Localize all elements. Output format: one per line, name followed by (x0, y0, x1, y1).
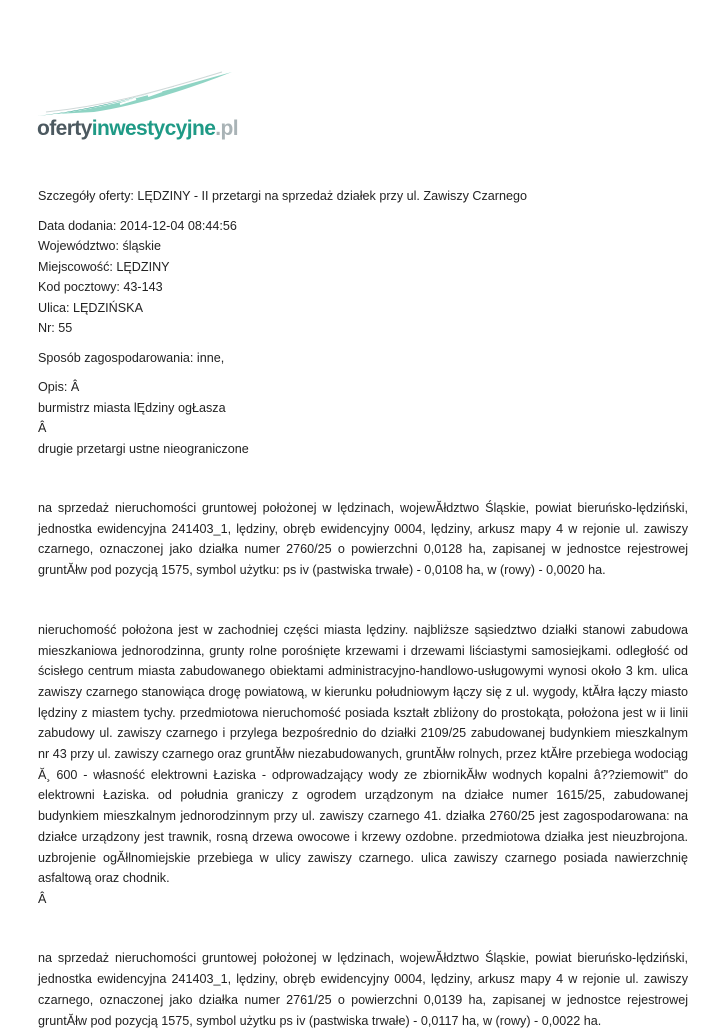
postal-code: Kod pocztowy: 43-143 (38, 280, 163, 294)
description-line: drugie przetargi ustne nieograniczone (38, 441, 249, 456)
road-swoosh-icon (36, 66, 236, 118)
logo-part-oferty: oferty (37, 117, 92, 140)
offer-title: Szczegóły oferty: LĘDZINY - II przetargi na sprzedaż działek przy ul. Zawiszy Czarnego (38, 189, 528, 203)
street: Ulica: LĘDZIŃSKA (38, 300, 143, 315)
description-line: burmistrz miasta lĘdziny ogŁasza (38, 400, 226, 415)
city: Miejscowość: LĘDZINY (38, 259, 170, 274)
paragraph-plot-2760: na sprzedaż nieruchomości gruntowej położonej w lędzinach, wojewĂłdztwo Śląskie, powiat bieruńsko-lędziński, jednostka ewidencyjna 241403_1, lędziny, obręb ewidencyjny 0004, lędziny, arkusz mapy 4 w rejonie ul. zawiszy czarnego, oznaczonej jako działka numer 2760/25 o powierzchni 0,0128 ha, zapisanej w jednostce rejestrowej gruntĂłw pod pozycją 1575, symbol użytku: ps iv (pastwiska trwałe) - 0,0108 ha, w (rowy) - 0,0020 ha. (38, 501, 688, 578)
logo-part-pl: .pl (215, 117, 238, 140)
usage-type: Sposób zagospodarowania: inne, (38, 350, 225, 365)
description-label: Opis: Â (38, 380, 80, 394)
voivodeship: Województwo: śląskie (38, 239, 161, 253)
logo-wordmark (37, 117, 238, 141)
offer-content (38, 186, 688, 1031)
logo-part-inwestycyjne: inwestycyjne (91, 117, 216, 140)
date-added: Data dodania: 2014-12-04 08:44:56 (38, 218, 237, 233)
paragraph-plot-2761: na sprzedaż nieruchomości gruntowej położonej w lędzinach, wojewĂłdztwo Śląskie, powiat bieruńsko-lędziński, jednostka ewidencyjna 241403_1, lędziny, obręb ewidencyjny 0004, lędziny, arkusz mapy 4 w rejonie ul. zawiszy czarnego, oznaczonej jako działka numer 2761/25 o powierzchni 0,0139 ha, zapisanej w jednostce rejestrowej gruntĂłw pod pozycją 1575, symbol użytku ps iv (pastwiska trwałe) - 0,0117 ha, w (rowy) - 0,0022 ha. (38, 951, 688, 1028)
description-line: Â (38, 421, 47, 435)
paragraph-location: nieruchomość położona jest w zachodniej części miasta lędziny. najbliższe sąsiedztwo działki stanowi zabudowa mieszkaniowa jednorodzinna, grunty rolne porośnięte krzewami i drzewami liściastymi samosiejkami. odległość od ścisłego centrum miasta zabudowanego obiektami administracyjno-handlowo-usługowymi wynosi około 3 km. ulica zawiszy czarnego stanowiąca drogę powiatową, w kierunku południowym łączy się z ul. wygody, ktĂłra łączy miasto lędziny z miastem tychy. przedmiotowa nieruchomość posiada kształt zbliżony do prostokąta, położona jest w ii linii zabudowy ul. zawiszy czarnego i przylega bezpośrednio do działki 2109/25 zabudowanej budynkiem mieszkalnym nr 43 przy ul. zawiszy czarnego oraz gruntĂłw niezabudowanych, gruntĂłw rolnych, przez ktĂłre przebiega wodociąg Ă¸ 600 - własność elektrowni Łaziska - odprowadzający wody ze zbiornikĂłw wodnych kopalni â??ziemowit" do elektrowni Łaziska. od południa graniczy z ogrodem urządzonym na działce numer 1615/25, zabudowanej budynkiem mieszkalnym jednorodzinnym przy ul. zawiszy czarnego 41. działka 2760/25 jest zagospodarowana: na działce urządzony jest trawnik, rosną drzewa owocowe i krzewy ozdobne. przedmiotowa działka jest nieuzbrojona. uzbrojenie ogĂłlnomiejskie przebiega w ulicy zawiszy czarnego. ulica zawiszy czarnego posiada nawierzchnię asfaltową oraz chodnik. (38, 622, 688, 886)
paragraph-end-mark: Â (38, 891, 47, 906)
street-number: Nr: 55 (38, 321, 73, 335)
site-logo[interactable] (36, 66, 236, 146)
